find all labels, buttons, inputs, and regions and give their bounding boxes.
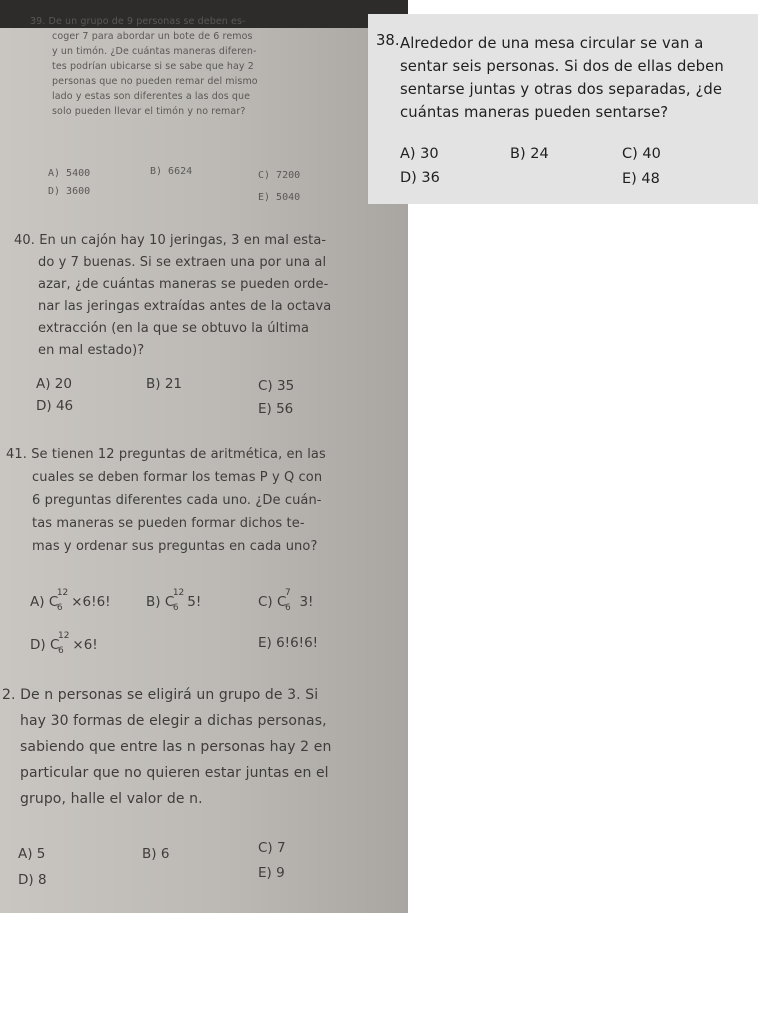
question-40-line: azar, ¿de cuántas maneras se pueden orde- xyxy=(38,277,329,292)
question-42-line: sabiendo que entre las n personas hay 2 en xyxy=(20,739,332,755)
option-d: D) C 12 6 ×6! xyxy=(30,631,98,656)
question-40-line: extracción (en la que se obtuvo la última xyxy=(38,321,310,336)
option-e: E) 9 xyxy=(258,865,285,881)
option-d: D) 46 xyxy=(36,398,74,414)
question-39-line: lado y estas son diferentes a las dos que xyxy=(52,91,251,102)
option-b: B) 21 xyxy=(146,376,182,392)
question-42-options xyxy=(0,0,408,900)
option-d: D) 36 xyxy=(400,170,440,186)
question-38-number: 38. xyxy=(376,32,400,49)
question-41-line: mas y ordenar sus preguntas en cada uno? xyxy=(32,539,318,554)
question-39-line: y un timón. ¿De cuántas maneras diferen- xyxy=(52,46,257,57)
option-c: C) 7200 xyxy=(258,170,301,181)
question-41-line: 41. Se tienen 12 preguntas de aritmética, en las xyxy=(6,447,326,462)
question-38-statement xyxy=(400,32,756,124)
option-a: A) 5 xyxy=(18,846,46,862)
question-41-line: tas maneras se pueden formar dichos te- xyxy=(32,516,305,531)
question-42-line: 2. De n personas se eligirá un grupo de 3. Si xyxy=(2,687,319,703)
question-40-line: 40. En un cajón hay 10 jeringas, 3 en mal esta- xyxy=(14,233,327,248)
option-d: D) 8 xyxy=(18,872,47,888)
option-c: C) 40 xyxy=(622,146,661,162)
option-a: A) 30 xyxy=(400,146,439,162)
question-39-line: coger 7 para abordar un bote de 6 remos xyxy=(52,31,253,42)
textbook-photo xyxy=(0,0,408,913)
option-a: A) 20 xyxy=(36,376,72,392)
question-39-line: personas que no pueden remar del mismo xyxy=(52,76,258,87)
option-c: C) C 7 6 3! xyxy=(258,588,314,613)
option-b: B) 24 xyxy=(510,146,549,162)
question-38-line: Alrededor de una mesa circular se van a xyxy=(400,35,704,52)
question-42-line: grupo, halle el valor de n. xyxy=(20,791,203,807)
option-c: C) 7 xyxy=(258,840,286,856)
question-38-box xyxy=(368,14,758,204)
option-a: A) C 12 6 ×6!6! xyxy=(30,588,111,613)
option-c: C) 35 xyxy=(258,378,295,394)
option-d: D) 3600 xyxy=(48,186,91,197)
option-a: A) 5400 xyxy=(48,168,91,179)
question-39-line: solo pueden llevar el timón y no remar? xyxy=(52,106,246,117)
question-40-line: nar las jeringas extraídas antes de la octava xyxy=(38,299,332,314)
option-e: E) 48 xyxy=(622,171,660,187)
question-39-line: 39. De un grupo de 9 personas se deben es- xyxy=(30,16,246,27)
option-e: E) 5040 xyxy=(258,192,301,203)
question-38-line: sentar seis personas. Si dos de ellas deben xyxy=(400,58,724,75)
question-40-line: do y 7 buenas. Si se extraen una por una al xyxy=(38,255,327,270)
question-41-line: cuales se deben formar los temas P y Q con xyxy=(32,470,323,485)
option-b: B) 6624 xyxy=(150,166,193,177)
question-40-line: en mal estado)? xyxy=(38,343,145,358)
option-e: E) 6!6!6! xyxy=(258,635,319,651)
option-e: E) 56 xyxy=(258,401,294,417)
question-42-line: hay 30 formas de elegir a dichas personas, xyxy=(20,713,327,729)
question-38-line: cuántas maneras pueden sentarse? xyxy=(400,104,669,121)
question-39-line: tes podrían ubicarse si se sabe que hay 2 xyxy=(52,61,254,72)
option-b: B) C 12 6 5! xyxy=(146,588,202,613)
question-42-line: particular que no quieren estar juntas en el xyxy=(20,765,329,781)
question-41-line: 6 preguntas diferentes cada uno. ¿De cuán- xyxy=(32,493,322,508)
question-38-line: sentarse juntas y otras dos separadas, ¿de xyxy=(400,81,723,98)
option-b: B) 6 xyxy=(142,846,170,862)
